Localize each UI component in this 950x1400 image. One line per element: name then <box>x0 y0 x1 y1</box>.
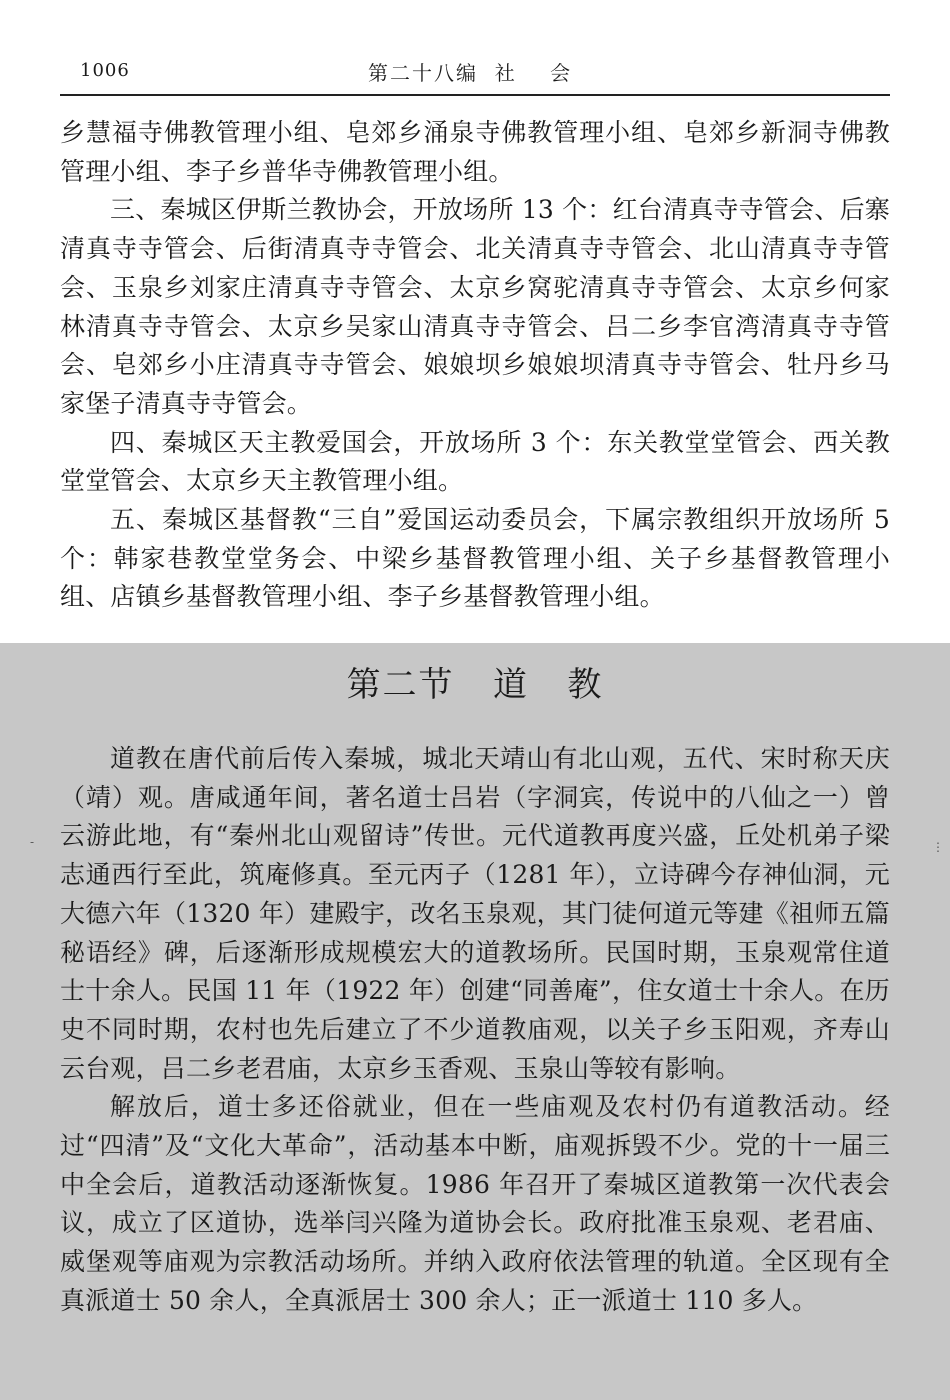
taoism-section-body <box>60 740 890 1321</box>
scan-mark-left: - <box>30 835 35 849</box>
running-head: 第二十八编 社 会 <box>368 61 573 85</box>
paragraph-taoism-after-liberation: 解放后，道士多还俗就业，但在一些庙观及农村仍有道教活动。经过“四清”及“文化大革命”，活动基本中断，庙观拆毁不少。党的十一届三中全会后，道教活动逐渐恢复。1986 年召开了秦城区道教第一次代表会议，成立了区道协，选举闫兴隆为道协会长。政府批准玉泉观、老君庙、威堡观等庙观为宗教活动场所。并纳入政府依法管理的轨道。全区现有全真派道士 50 余人，全真派居士 300 余人；正一派道士 110 多人。 <box>60 1092 890 1315</box>
section-title: 第二节 道 教 <box>346 665 604 705</box>
paragraph-continued: 乡慧福寺佛教管理小组、皂郊乡涌泉寺佛教管理小组、皂郊乡新洞寺佛教管理小组、李子乡普华寺佛教管理小组。 <box>60 118 890 186</box>
page-number: 1006 <box>80 60 130 81</box>
paragraph-taoism-history: 道教在唐代前后传入秦城，城北天靖山有北山观，五代、宋时称天庆（靖）观。唐咸通年间，著名道士吕岩（字洞宾，传说中的八仙之一）曾云游此地，有“秦州北山观留诗”传世。元代道教再度兴盛，丘处机弟子梁志通西行至此，筑庵修真。至元丙子（1281 年），立诗碑今存神仙洞，元大德六年（1320 年）建殿宇，改名玉泉观，其门徒何道元等建《祖师五篇秘语经》碑，后逐渐形成规模宏大的道教场所。民国时期，玉泉观常住道士十余人。民国 11 年（1922 年）创建“同善庵”，住女道士十余人。在历史不同时期，农村也先后建立了不少道教庙观，以关子乡玉阳观，齐寿山云台观，吕二乡老君庙，太京乡玉香观、玉泉山等较有影响。 <box>60 744 890 1083</box>
paragraph-catholic-association: 四、秦城区天主教爱国会，开放场所 3 个：东关教堂堂管会、西关教堂堂管会、太京乡天主教管理小组。 <box>60 427 890 496</box>
paragraph-islamic-association: 三、秦城区伊斯兰教协会，开放场所 13 个：红台清真寺寺管会、后寨清真寺寺管会、后街清真寺寺管会、北关清真寺寺管会、北山清真寺寺管会、玉泉乡刘家庄清真寺寺管会、太京乡窝驼清真寺寺管会、太京乡何家林清真寺寺管会、太京乡吴家山清真寺寺管会、吕二乡李官湾清真寺寺管会、皂郊乡小庄清真寺寺管会、娘娘坝乡娘娘坝清真寺寺管会、牡丹乡马家堡子清真寺寺管会。 <box>60 195 890 418</box>
scan-mark-right: ⋮ <box>932 840 944 854</box>
paragraph-christian-committee: 五、秦城区基督教“三自”爱国运动委员会，下属宗教组织开放场所 5 个：韩家巷教堂堂务会、中梁乡基督教管理小组、关子乡基督教管理小组、店镇乡基督教管理小组、李子乡基督教管理小组。 <box>60 505 890 612</box>
page-header <box>60 52 890 96</box>
top-text-section <box>60 114 890 617</box>
